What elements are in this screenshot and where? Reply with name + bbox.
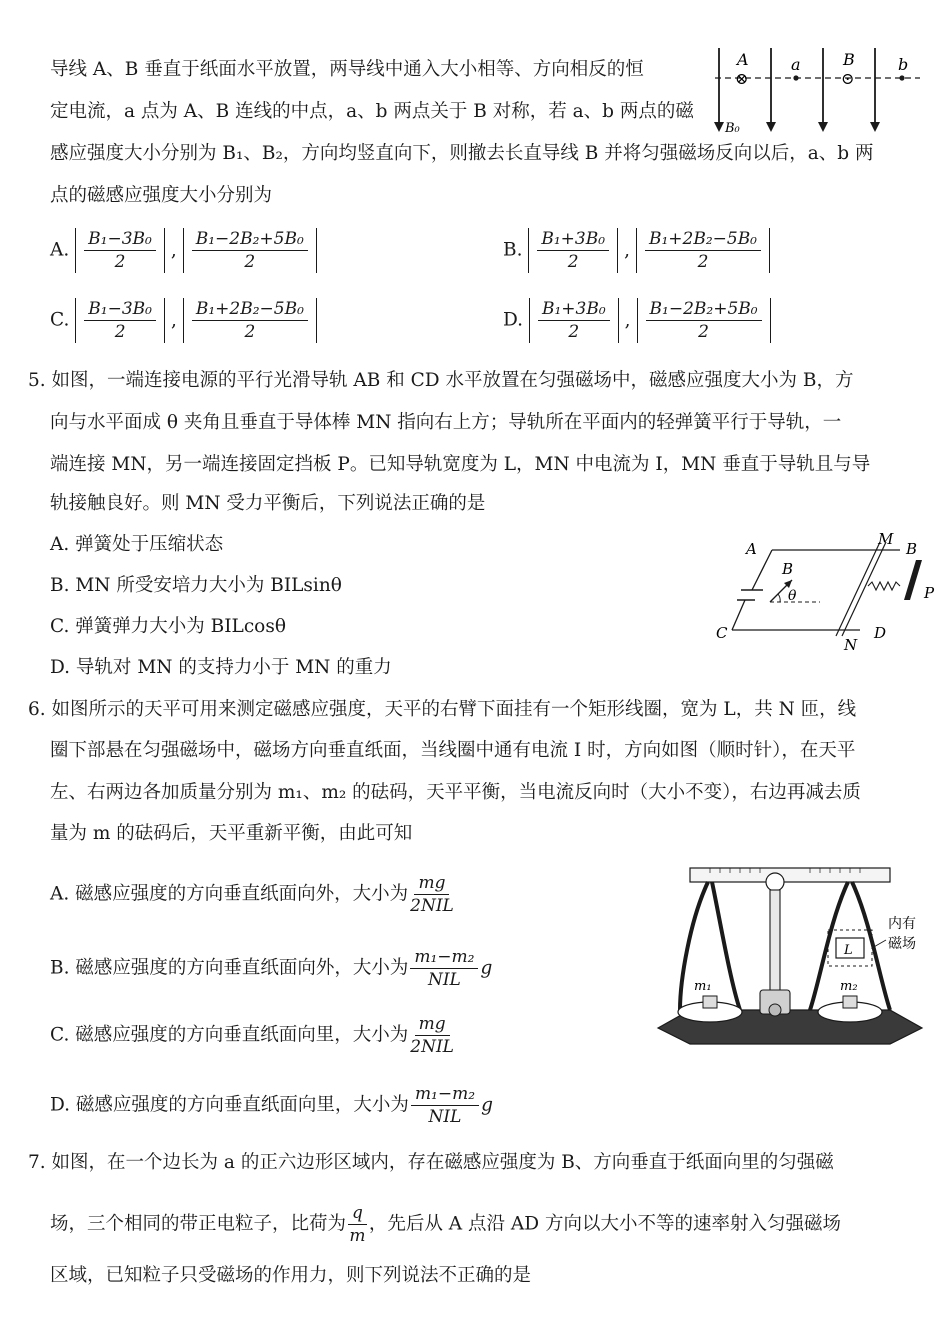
q4-option-C[interactable]: [50, 298, 317, 343]
q5-option-D[interactable]: D. 导轨对 MN 的支持力小于 MN 的重力: [50, 657, 392, 678]
q4-option-C-comma: ,: [170, 309, 177, 331]
q4-option-D-f1-num: B₁+3B₀: [538, 298, 610, 321]
q5-line-4: 轨接触良好。则 MN 受力平衡后，下列说法正确的是: [50, 493, 486, 514]
q4-option-C-label: C.: [50, 309, 70, 331]
q4-option-C-f1-den: 2: [114, 322, 126, 342]
q4-label-a: a: [791, 55, 801, 74]
q7-line-2: [50, 1202, 841, 1247]
q4-cross-symbol: ⊗: [735, 69, 749, 88]
q6-figure: [650, 860, 930, 1060]
q5-label-field-B: B: [782, 560, 794, 578]
q4-option-B[interactable]: [503, 228, 770, 273]
q4-line-4: 点的磁感应强度大小分别为: [50, 185, 273, 206]
q7-frac-num: q: [348, 1202, 367, 1225]
q5-label-M: M: [878, 530, 894, 548]
q7-line-1: 7. 如图，在一个边长为 a 的正六边形区域内，存在磁感应强度为 B、方向垂直于纸面向里的匀强磁: [28, 1152, 834, 1173]
q7-line-2-post: ，先后从 A 点沿 AD 方向以大小不等的速率射入匀强磁场: [368, 1213, 841, 1235]
q4-point-a: [793, 75, 798, 80]
q5-battery: [737, 590, 763, 600]
q6-field-note-1: 内有: [888, 916, 916, 932]
q4-option-A-f2-den: 2: [244, 252, 256, 272]
q5-plate-P: [904, 560, 922, 600]
q6-line-3: 左、右两边各加质量分别为 m₁、m₂ 的砝码，天平平衡，当电流反向时（大小不变），右边再减去质: [50, 782, 861, 803]
q6-option-A[interactable]: [50, 872, 456, 917]
q6-option-D-tail: g: [481, 1094, 493, 1116]
q4-option-A-comma: ,: [170, 239, 177, 261]
q4-option-B-f1-num: B₁+3B₀: [537, 228, 609, 251]
q6-line-2: 圈下部悬在匀强磁场中，磁场方向垂直纸面，当线圈中通有电流 I 时，方向如图（顺时针），在天平: [50, 740, 856, 761]
q6-option-D-den: NIL: [428, 1107, 462, 1127]
q4-dot-symbol: ⊙: [841, 69, 855, 88]
q4-option-B-comma: ,: [624, 239, 630, 261]
q5-figure: [712, 530, 935, 660]
q5-label-P: P: [924, 584, 935, 602]
q4-option-C-f2-num: B₁+2B₂−5B₀: [192, 298, 308, 321]
q4-option-B-f1-den: 2: [567, 252, 579, 272]
q5-label-C: C: [716, 624, 728, 642]
q4-label-A: A: [737, 50, 749, 69]
q4-figure: [705, 40, 925, 140]
q5-spring: [868, 582, 900, 590]
q6-label-m1: m₁: [694, 979, 712, 994]
q6-line-1: 6. 如图所示的天平可用来测定磁感应强度，天平的右臂下面挂有一个矩形线圈，宽为 L，共 N 匝，线: [28, 699, 857, 720]
q4-option-B-abs-2: [636, 228, 770, 273]
q6-option-C-num: mg: [415, 1013, 450, 1036]
q4-option-A-f1-num: B₁−3B₀: [84, 228, 156, 251]
q4-option-C-f1-num: B₁−3B₀: [84, 298, 156, 321]
q4-option-D-comma: ,: [624, 309, 631, 331]
q5-rod-MN: [836, 542, 886, 636]
q6-option-B-num: m₁−m₂: [410, 946, 478, 969]
q6-option-A-num: mg: [414, 872, 449, 895]
q4-option-C-abs-2: [183, 298, 317, 343]
q4-line-1: 导线 A、B 垂直于纸面水平放置，两导线中通入大小相等、方向相反的恒: [50, 59, 644, 80]
q6-option-A-label: A. 磁感应强度的方向垂直纸面向外，大小为: [50, 883, 409, 905]
q5-option-B[interactable]: B. MN 所受安培力大小为 BILsinθ: [50, 575, 342, 596]
q4-option-C-abs-1: [75, 298, 165, 343]
q4-line-3: 感应强度大小分别为 B₁、B₂，方向均竖直向下，则撤去长直导线 B 并将匀强磁场反向以后，a、b 两: [50, 143, 874, 164]
q6-line-4: 量为 m 的砝码后，天平重新平衡，由此可知: [50, 823, 413, 844]
q7-line-3: 区域，已知粒子只受磁场的作用力，则下列说法不正确的是: [50, 1265, 532, 1286]
q4-option-D-f2-num: B₁−2B₂+5B₀: [646, 298, 762, 321]
q5-line-3: 端连接 MN，另一端连接固定挡板 P。已知导轨宽度为 L，MN 中电流为 I，MN 垂直于导轨且与导: [50, 454, 871, 475]
q5-line-1: 5. 如图，一端连接电源的平行光滑导轨 AB 和 CD 水平放置在匀强磁场中，磁感应强度大小为 B，方: [28, 370, 854, 391]
q5-label-A: A: [746, 540, 757, 558]
q6-option-B-den: NIL: [427, 970, 461, 990]
q4-option-C-f2-den: 2: [244, 322, 256, 342]
q5-label-B: B: [906, 540, 918, 558]
q4-option-D[interactable]: [503, 298, 771, 343]
q4-option-D-abs-2: [637, 298, 771, 343]
q4-label-B0: B₀: [725, 121, 740, 136]
q4-option-A-abs-2: [183, 228, 317, 273]
q7-frac-den: m: [349, 1226, 366, 1246]
q4-option-A-label: A.: [50, 239, 70, 261]
q7-line-2-pre: 场，三个相同的带正电粒子，比荷为: [50, 1213, 347, 1235]
q5-label-N: N: [844, 636, 858, 654]
q4-label-B: B: [843, 50, 855, 69]
q4-option-A-f2-num: B₁−2B₂+5B₀: [192, 228, 308, 251]
q6-pillar: [770, 890, 780, 1000]
q4-option-A-abs-1: [75, 228, 165, 273]
q4-option-D-f2-den: 2: [698, 322, 709, 342]
q6-label-m2: m₂: [840, 979, 858, 994]
q5-line-2: 向与水平面成 θ 夹角且垂直于导体棒 MN 指向右上方；导轨所在平面内的轻弹簧平行于导轨，一: [50, 412, 842, 433]
q6-option-D[interactable]: [50, 1083, 493, 1128]
q4-option-A[interactable]: [50, 228, 317, 273]
q4-label-b: b: [898, 55, 909, 74]
q6-option-C-den: 2NIL: [410, 1037, 454, 1057]
q5-label-D: D: [874, 624, 887, 642]
q5-option-A[interactable]: A. 弹簧处于压缩状态: [50, 534, 224, 555]
q6-option-C-label: C. 磁感应强度的方向垂直纸面向里，大小为: [50, 1024, 409, 1046]
q4-option-B-label: B.: [503, 239, 523, 261]
q4-option-D-f1-den: 2: [568, 322, 580, 342]
q4-option-B-f2-num: B₁+2B₂−5B₀: [645, 228, 761, 251]
q5-label-theta: θ: [788, 588, 797, 604]
q5-option-C[interactable]: C. 弹簧弹力大小为 BILcosθ: [50, 616, 286, 637]
q4-option-B-f2-den: 2: [697, 252, 709, 272]
q6-option-D-label: D. 磁感应强度的方向垂直纸面向里，大小为: [50, 1094, 409, 1116]
q6-option-B-label: B. 磁感应强度的方向垂直纸面向外，大小为: [50, 957, 409, 979]
q6-option-B-tail: g: [480, 957, 493, 979]
q4-point-b: [899, 75, 904, 80]
q4-option-B-abs-1: [528, 228, 618, 273]
q4-option-D-label: D.: [503, 309, 524, 331]
q6-option-B[interactable]: [50, 946, 492, 991]
q4-line-2: 定电流，a 点为 A、B 连线的中点，a、b 两点关于 B 对称，若 a、b 两点的磁: [50, 101, 694, 122]
q6-option-C[interactable]: [50, 1013, 456, 1058]
q4-option-D-abs-1: [529, 298, 619, 343]
q6-field-note-2: 磁场: [888, 936, 916, 952]
q6-option-A-den: 2NIL: [410, 896, 454, 916]
q6-option-D-num: m₁−m₂: [411, 1083, 479, 1106]
q6-label-L: L: [844, 943, 853, 958]
q4-option-A-f1-den: 2: [114, 252, 126, 272]
